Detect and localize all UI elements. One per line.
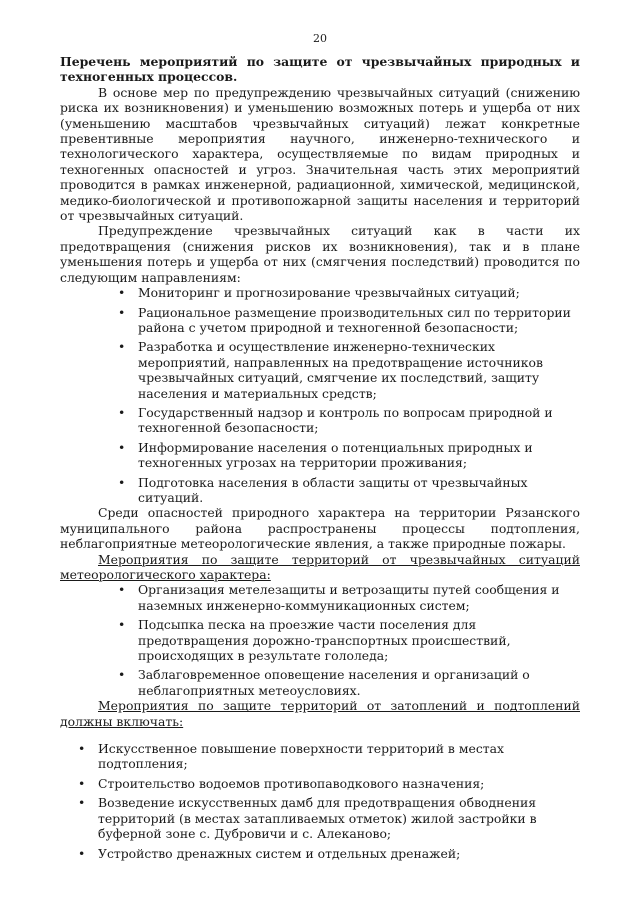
list-item: • Подсыпка песка на проезжие части поселения для предотвращения дорожно-транспортных происшествий, происходящих в результате гололеда; xyxy=(118,617,580,663)
list-item: • Возведение искусственных дамб для предотвращения обводнения территорий (в местах затапливаемых отметок) жилой застройки в буферной зоне с. Дубровичи и с. Алеканово; xyxy=(78,795,580,841)
list-item: • Организация метелезащиты и ветрозащиты путей сообщения и наземных инженерно-коммуникационных систем; xyxy=(118,582,580,613)
meteo-heading: Мероприятия по защите территорий от чрезвычайных ситуаций метеорологического характера: xyxy=(60,551,580,582)
page-content xyxy=(60,54,580,865)
directions-list xyxy=(118,285,580,505)
flood-heading: Мероприятия по защите территорий от затоплений и подтоплений должны включать: xyxy=(60,698,580,729)
paragraph-directions: Предупреждение чрезвычайных ситуаций как в части их предотвращения (снижения рисков их возникновения), так и в плане уменьшения потерь и ущерба от них (смягчения последствий) проводится по следующим направлениям: xyxy=(60,223,580,285)
list-item: • Рациональное размещение производительных сил по территории района с учетом природной и техногенной безопасности; xyxy=(118,305,580,336)
list-item: • Строительство водоемов противопаводкового назначения; xyxy=(78,776,580,791)
spacer xyxy=(60,729,580,741)
paragraph-natural-hazards: Среди опасностей природного характера на территории Рязанского муниципального района распространены процессы подтопления, неблагоприятные метеорологические явления, а также природные пожары. xyxy=(60,505,580,552)
section-title: Перечень мероприятий по защите от чрезвычайных природных и техногенных процессов. xyxy=(60,54,580,85)
page-number: 20 xyxy=(313,32,327,45)
list-item: • Заблаговременное оповещение населения и организаций о неблагоприятных метеоусловиях. xyxy=(118,667,580,698)
list-item: • Разработка и осуществление инженерно-технических мероприятий, направленных на предотвращение источников чрезвычайных ситуаций, смягчение их последствий, защиту населения и материальных средств; xyxy=(118,339,580,401)
list-item: • Мониторинг и прогнозирование чрезвычайных ситуаций; xyxy=(118,285,580,300)
flood-list xyxy=(78,741,580,861)
list-item: • Искусственное повышение поверхности территорий в местах подтопления; xyxy=(78,741,580,772)
list-item: • Информирование населения о потенциальных природных и техногенных угрозах на территории проживания; xyxy=(118,440,580,471)
list-item: • Государственный надзор и контроль по вопросам природной и техногенной безопасности; xyxy=(118,405,580,436)
list-item: • Подготовка населения в области защиты от чрезвычайных ситуаций. xyxy=(118,475,580,506)
meteo-list xyxy=(118,582,580,698)
list-item: • Устройство дренажных систем и отдельных дренажей; xyxy=(78,846,580,861)
paragraph-intro: В основе мер по предупреждению чрезвычайных ситуаций (снижению риска их возникновения) и уменьшению возможных потерь и ущерба от них (уменьшению масштабов чрезвычайных ситуаций) лежат конкретные превентивные мероприятия научного, инженерно-технического и технологического характера, осуществляемые по видам природных и техногенных опасностей и угроз. Значительная часть этих мероприятий проводится в рамках инженерной, радиационной, химической, медицинской, медико-биологической и противопожарной защиты населения и территорий от чрезвычайных ситуаций. xyxy=(60,84,580,224)
